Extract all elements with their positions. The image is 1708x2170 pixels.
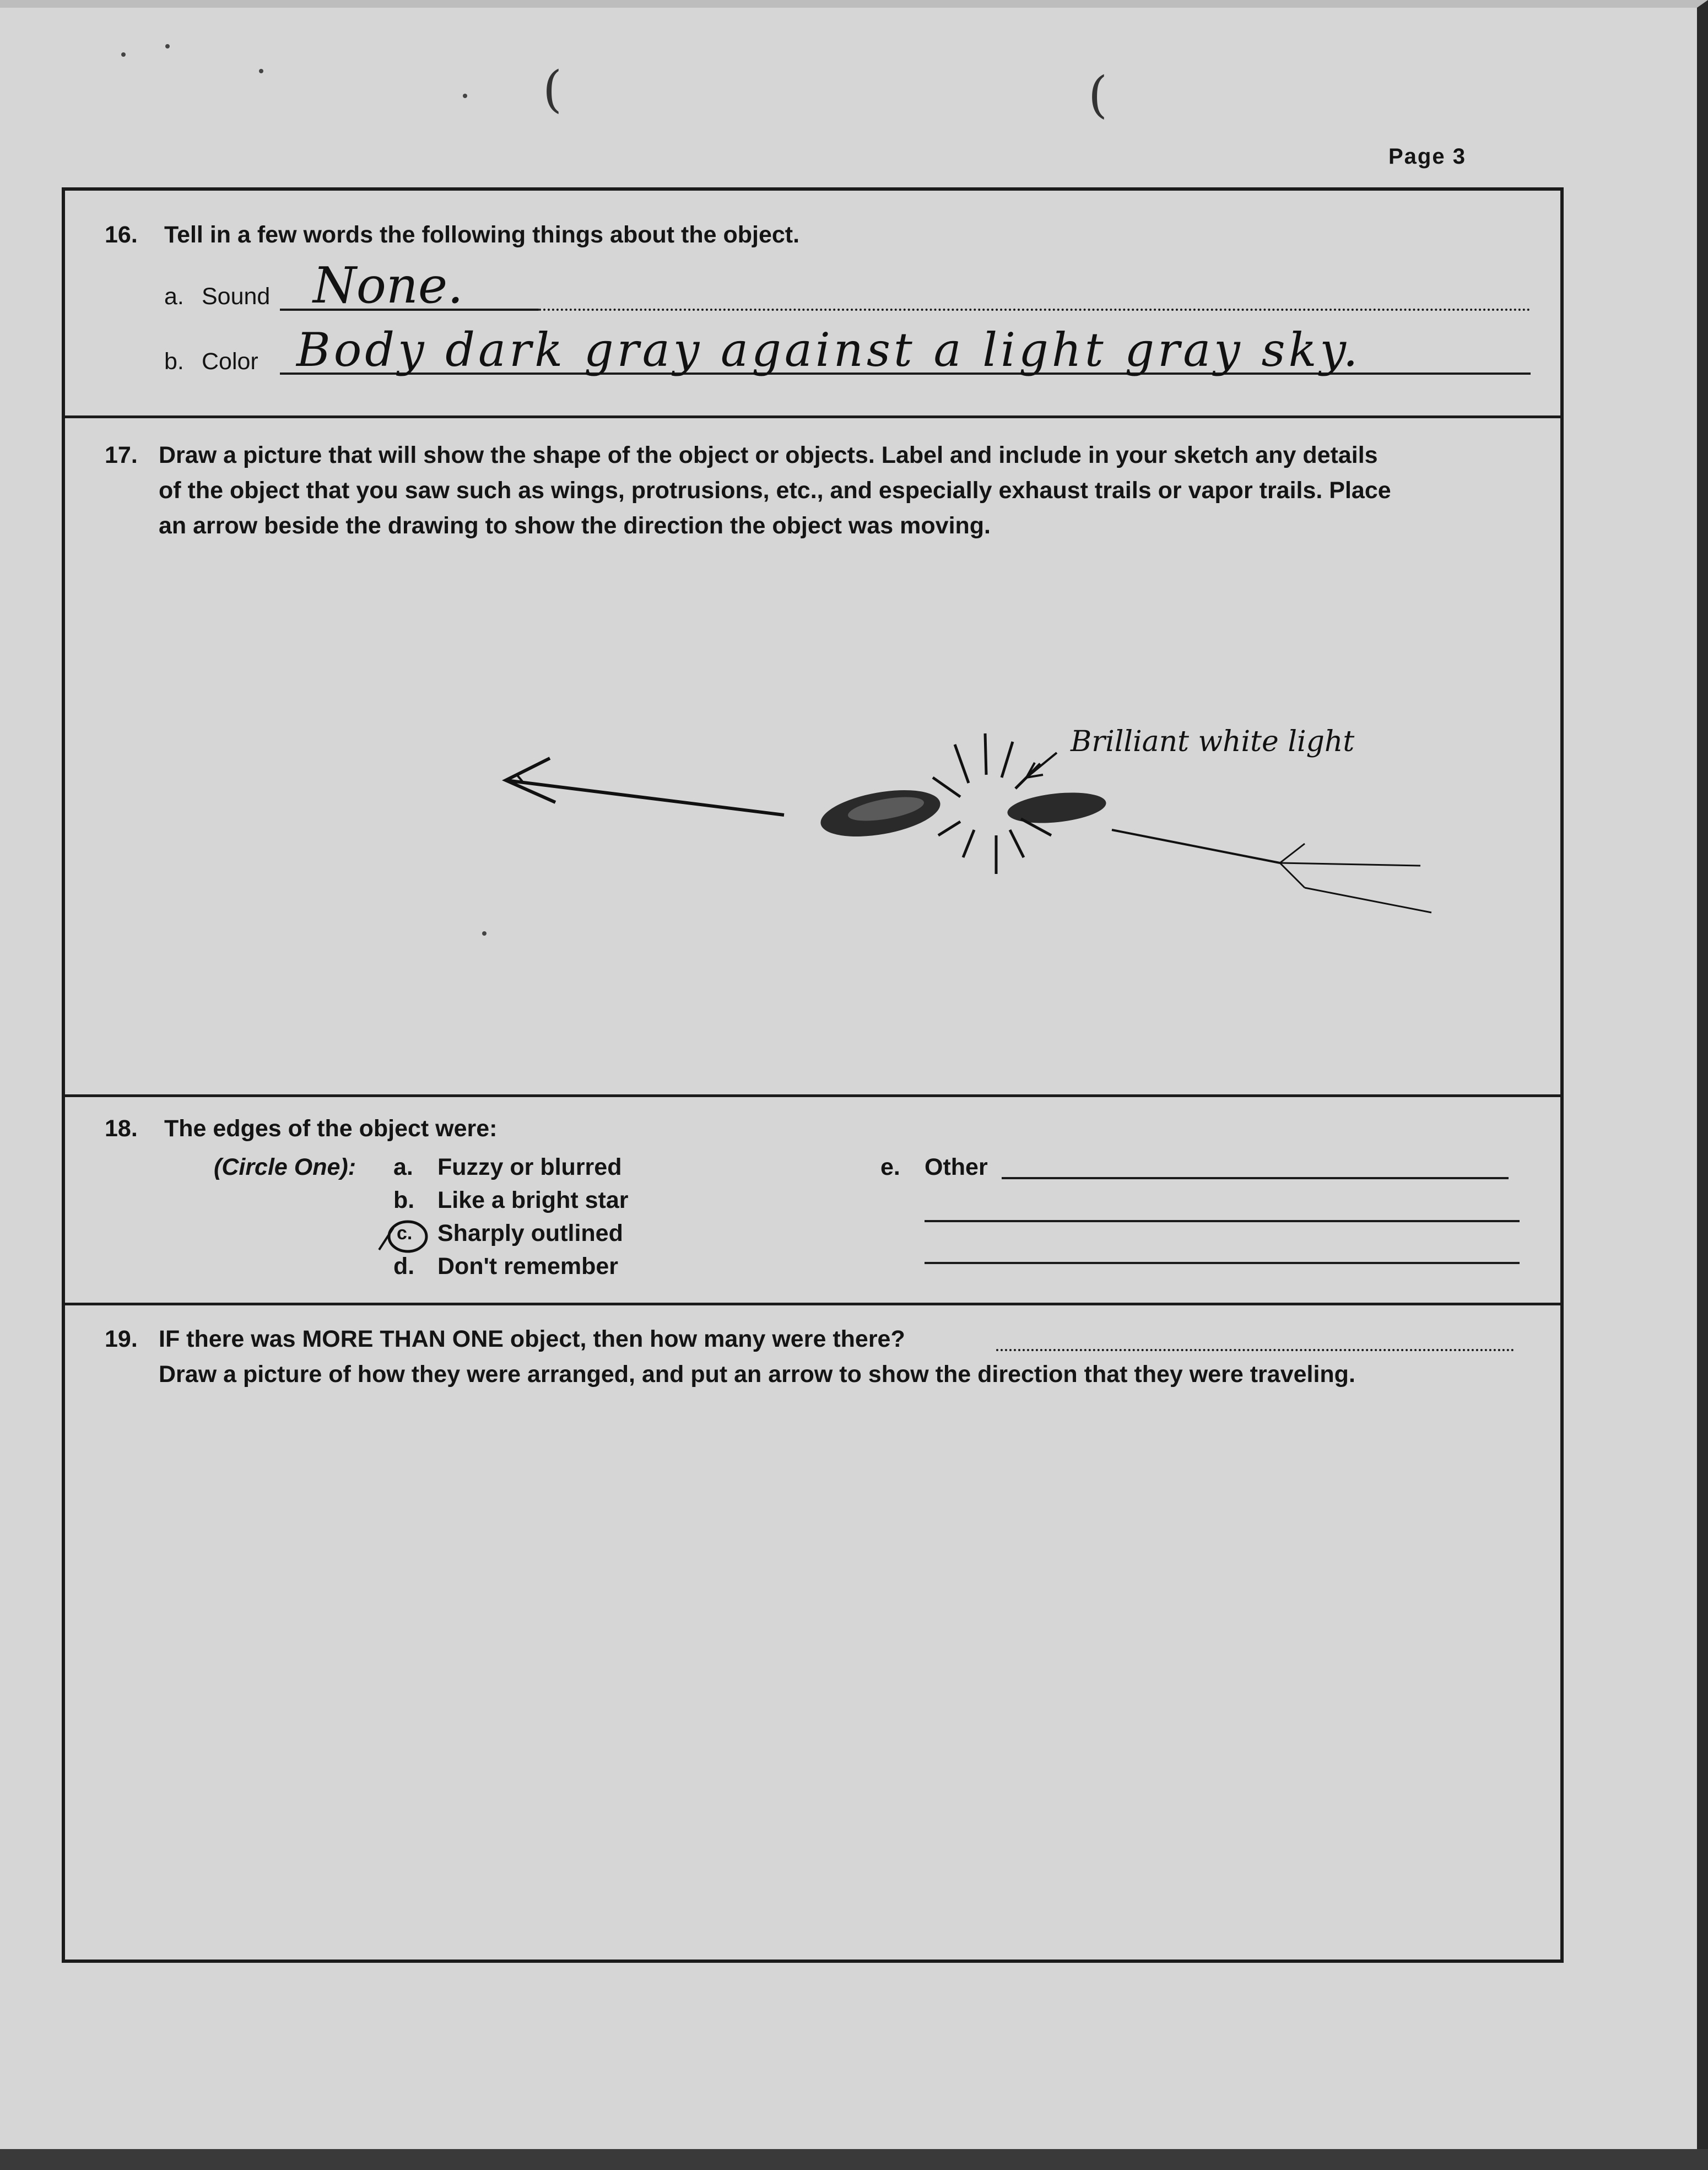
label-pointer [1026, 753, 1057, 778]
q18-other-label: Other [925, 1154, 988, 1180]
q19-count-line [996, 1349, 1514, 1351]
vapor-trail-upper [1112, 830, 1280, 863]
q18-prompt: The edges of the object were: [164, 1115, 498, 1142]
q18-option-d-text: Don't remember [437, 1253, 619, 1280]
q18-option-a-letter: a. [393, 1154, 413, 1180]
vapor-trail-lower [1305, 888, 1431, 913]
q19-number: 19. [105, 1326, 138, 1352]
dust-speck [165, 44, 170, 48]
divider-18-19 [65, 1303, 1560, 1305]
page-number: Page 3 [1388, 144, 1466, 169]
q16a-label: Sound [202, 283, 271, 310]
q16a-answer: None. [313, 257, 463, 315]
dust-speck [121, 52, 126, 57]
q17-line2: of the object that you saw such as wings, protrusions, etc., and especially exhaust trails or vapor trails. Place [159, 477, 1391, 504]
q16b-answer: Body dark gray against a light gray sky. [296, 323, 1361, 377]
object-sketch [65, 191, 1567, 1966]
sketch-label: Brilliant white light [1071, 725, 1355, 758]
vapor-trail-upper-end [1280, 863, 1420, 866]
q18-option-b-letter: b. [393, 1187, 415, 1213]
dust-speck [463, 94, 467, 98]
q19-line1: IF there was MORE THAN ONE object, then how many were there? [159, 1326, 905, 1352]
object-body-rear [1006, 789, 1107, 828]
vapor-trail-fork-top [1280, 844, 1305, 863]
q18-other-letter: e. [880, 1154, 900, 1180]
q16a-letter: a. [164, 283, 184, 310]
scan-bottom-edge [0, 2149, 1708, 2170]
q18-option-d-letter: d. [393, 1253, 415, 1280]
selection-mark [379, 1228, 393, 1250]
q18-option-b-text: Like a bright star [437, 1187, 629, 1213]
q18-other-line-2 [925, 1220, 1520, 1222]
q17-number: 17. [105, 442, 138, 468]
hole-mark-right: ( [1088, 66, 1108, 124]
q17-line1: Draw a picture that will show the shape of the object or objects. Label and include in your sketch any details [159, 442, 1378, 468]
q16b-label: Color [202, 348, 258, 375]
divider-17-18 [65, 1094, 1560, 1097]
q18-option-a-text: Fuzzy or blurred [437, 1154, 622, 1180]
form-box [62, 187, 1564, 1963]
q16-number: 16. [105, 222, 138, 248]
dust-speck [259, 69, 263, 73]
q16b-letter: b. [164, 348, 184, 375]
q17-line3: an arrow beside the drawing to show the direction the object was moving. [159, 512, 991, 539]
q18-instruction: (Circle One): [214, 1154, 356, 1180]
hole-mark-left: ( [543, 61, 563, 118]
q19-line2: Draw a picture of how they were arranged, and put an arrow to show the direction that they were traveling. [159, 1361, 1355, 1388]
q18-option-c-text: Sharply outlined [437, 1220, 623, 1246]
q18-other-line-3 [925, 1262, 1520, 1264]
q18-option-c-letter: c. [397, 1223, 413, 1244]
vapor-trail-fork-bottom [1280, 863, 1305, 888]
q16-prompt: Tell in a few words the following things about the object. [164, 222, 800, 248]
q18-number: 18. [105, 1115, 138, 1142]
q18-other-line-1 [1002, 1177, 1509, 1179]
